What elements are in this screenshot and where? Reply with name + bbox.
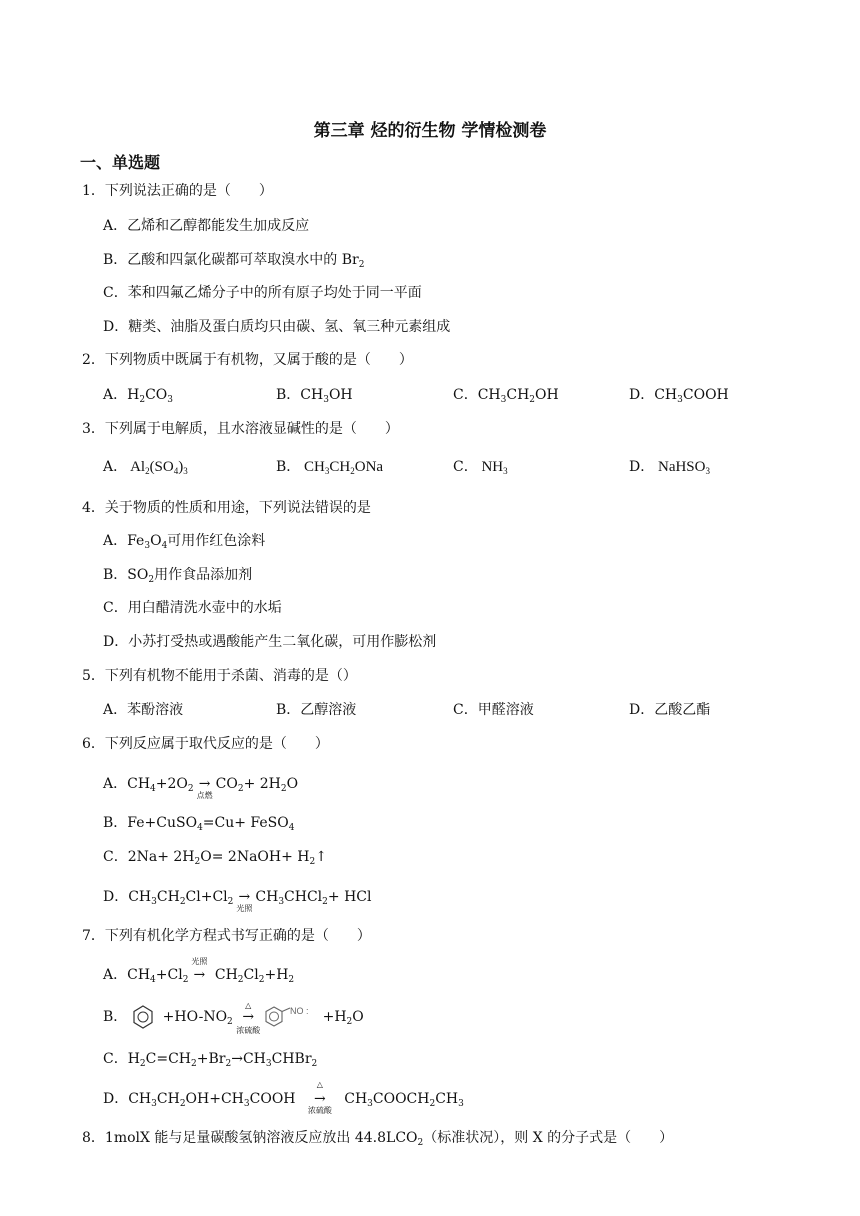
svg-text:NO: NO	[289, 1006, 304, 1016]
question-8-stem: 8．1molX 能与足量碳酸氢钠溶液反应放出 $44.8LCO_2$（标准状况），则 X 的分子式是（ ）	[82, 1130, 674, 1148]
question-3-option-a: A． $Al_2(SO_4)_3$	[103, 459, 188, 476]
question-1-option-b: B．乙酸和四氯化碳都可萃取溴水中的 $Br_2$	[103, 252, 365, 270]
question-7-option-d: D．$CH_3CH_2OH+CH_3COOH$ △ → 浓硫酸 $CH_3COOCH_2CH_3$	[103, 1080, 464, 1115]
question-2-option-d: D．$CH_3COOH$	[629, 387, 729, 405]
question-3-option-b: B． $CH_3CH_2ONa$	[276, 459, 384, 476]
question-7-option-b: B． $+HO-NO_2$ △ → 浓硫酸 NO : $+H_2O$	[103, 1001, 364, 1035]
question-6-option-c: C．$2Na+ 2H_2O=$ 2NaOH+ $H_2↑$	[103, 849, 327, 867]
question-6-option-d: D．$CH_3CH_2Cl+Cl_2$ → 光照 $CH_3CHCl_2+$ HCl	[103, 889, 372, 913]
reaction-arrow-icon: → 光照	[191, 957, 208, 983]
page-title: 第三章 烃的衍生物 学情检测卷	[313, 121, 547, 141]
reaction-arrow-icon: → 光照	[236, 889, 253, 913]
reaction-arrow-icon: △ → 浓硫酸	[307, 1080, 332, 1115]
question-1-option-d: D．糖类、油脂及蛋白质均只由碳、氢、氧三种元素组成	[103, 319, 451, 335]
question-3-option-c: C． $NH_3$	[453, 459, 508, 476]
question-1-option-a: A．乙烯和乙醇都能发生加成反应	[103, 218, 310, 234]
question-7-option-a: A．$CH_4+Cl_2$ → 光照 $CH_2Cl_2+H_2$	[103, 957, 295, 985]
question-2-option-c: C．$CH_3CH_2OH$	[453, 387, 559, 405]
question-6-option-a: A．$CH_4+2O_2$ → 点燃 $CO_2+ 2H_2O$	[103, 776, 299, 800]
question-7-stem: 7．下列有机化学方程式书写正确的是（ ）	[82, 928, 371, 944]
question-2-stem: 2．下列物质中既属于有机物，又属于酸的是（ ）	[82, 352, 413, 368]
question-5-option-b: B．乙醇溶液	[276, 702, 357, 718]
question-4-option-a: A．$Fe_3O_4$可用作红色涂料	[103, 533, 266, 551]
question-4-option-d: D．小苏打受热或遇酸能产生二氧化碳，可用作膨松剂	[103, 634, 437, 650]
svg-text::: :	[305, 1006, 309, 1016]
question-6-stem: 6．下列反应属于取代反应的是（ ）	[82, 736, 329, 752]
question-1-stem: 1．下列说法正确的是（ ）	[82, 183, 273, 199]
question-4-option-c: C．用白醋清洗水壶中的水垢	[103, 600, 282, 616]
section-heading: 一、单选题	[80, 153, 161, 172]
question-5-option-c: C．甲醛溶液	[453, 702, 534, 718]
question-5-option-d: D．乙酸乙酯	[629, 702, 711, 718]
question-5-option-a: A．苯酚溶液	[103, 702, 184, 718]
reaction-arrow-icon: → 点燃	[196, 776, 213, 800]
nitrobenzene-icon	[264, 1005, 314, 1029]
question-2-option-b: B．$CH_3OH$	[276, 387, 353, 405]
question-4-option-b: B．$SO_2$用作食品添加剂	[103, 567, 253, 585]
question-3-stem: 3．下列属于电解质，且水溶液显碱性的是（ ）	[82, 421, 399, 437]
benzene-ring-icon	[132, 1005, 154, 1029]
question-6-option-b: B．Fe+CuSO$_4$=Cu+ FeSO$_4$	[103, 815, 295, 833]
question-2-option-a: A．$H_2CO_3$	[103, 387, 173, 405]
question-3-option-d: D． NaHSO$_3$	[629, 459, 710, 476]
question-7-option-c: C．$H_2C=CH_2+Br_2\to CH_3CHBr_2$	[103, 1051, 318, 1069]
question-1-option-c: C．苯和四氟乙烯分子中的所有原子均处于同一平面	[103, 285, 422, 301]
reaction-arrow-icon: △ → 浓硫酸	[236, 1001, 261, 1035]
question-4-stem: 4．关于物质的性质和用途，下列说法错误的是	[82, 500, 371, 516]
question-5-stem: 5．下列有机物不能用于杀菌、消毒的是（）	[82, 668, 357, 684]
